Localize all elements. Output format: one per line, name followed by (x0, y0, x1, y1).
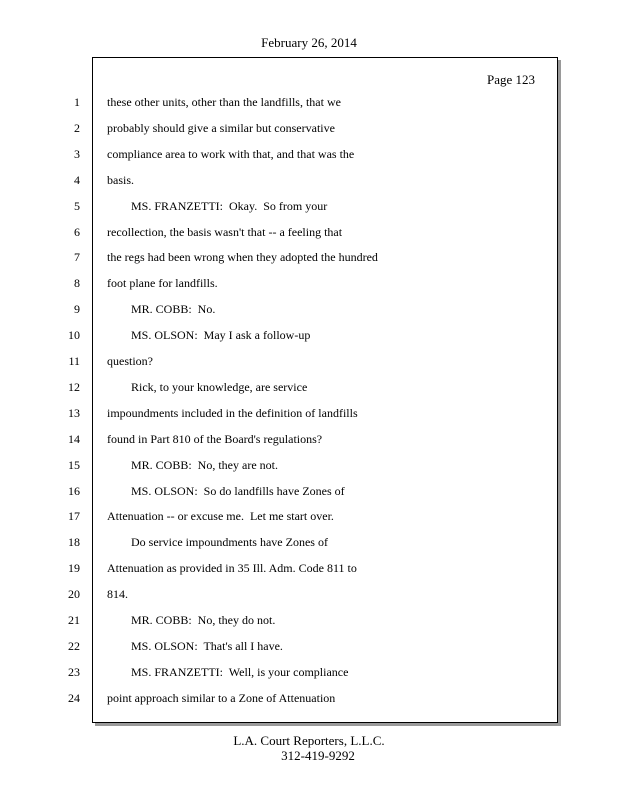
reporter-phone: 312-419-9292 (281, 748, 355, 763)
transcript-line: 814. (107, 587, 128, 601)
transcript-line: MS. OLSON: So do landfills have Zones of (107, 484, 345, 498)
transcript-line: Do service impoundments have Zones of (107, 535, 328, 549)
footer (0, 733, 618, 763)
line-number: 13 (68, 406, 80, 420)
line-number: 21 (68, 613, 80, 627)
line-number: 12 (68, 380, 80, 394)
transcript-line: impoundments included in the definition of landfills (107, 406, 358, 420)
line-number: 16 (68, 484, 80, 498)
line-number: 3 (74, 147, 80, 161)
transcript-line: MS. FRANZETTI: Well, is your compliance (107, 665, 349, 679)
transcript-line: question? (107, 354, 153, 368)
line-number: 24 (68, 691, 80, 705)
page-number: Page 123 (486, 72, 535, 87)
transcript-line: Rick, to your knowledge, are service (107, 380, 308, 394)
transcript-line: foot plane for landfills. (107, 276, 218, 290)
line-number: 23 (68, 665, 80, 679)
line-number: 19 (68, 561, 80, 575)
line-number: 14 (68, 432, 80, 446)
line-number: 5 (74, 199, 80, 213)
line-number: 10 (68, 328, 80, 342)
line-number: 2 (74, 121, 80, 135)
line-number: 4 (74, 173, 80, 187)
transcript-line: point approach similar to a Zone of Attenuation (107, 691, 336, 705)
transcript-line: basis. (107, 173, 134, 187)
transcript-line: MR. COBB: No, they are not. (107, 458, 278, 472)
transcript-line: probably should give a similar but conservative (107, 121, 335, 135)
transcript-line: MR. COBB: No. (107, 302, 216, 316)
transcript-line: MS. FRANZETTI: Okay. So from your (107, 199, 328, 213)
transcript-line: found in Part 810 of the Board's regulations? (107, 432, 323, 446)
transcript-line: compliance area to work with that, and that was the (107, 147, 355, 161)
line-number: 15 (68, 458, 80, 472)
transcript-line: Attenuation -- or excuse me. Let me start over. (107, 509, 334, 523)
transcript-line: Attenuation as provided in 35 Ill. Adm. Code 811 to (107, 561, 357, 575)
line-number: 18 (68, 535, 80, 549)
line-number: 22 (68, 639, 80, 653)
line-number: 1 (74, 95, 80, 109)
line-number: 6 (74, 225, 80, 239)
transcript-line: MR. COBB: No, they do not. (107, 613, 276, 627)
line-number: 7 (74, 250, 80, 264)
line-number: 20 (68, 587, 80, 601)
line-number: 8 (74, 276, 80, 290)
transcript-line: recollection, the basis wasn't that -- a feeling that (107, 225, 343, 239)
transcript-line: MS. OLSON: May I ask a follow-up (107, 328, 311, 342)
transcript-line: these other units, other than the landfills, that we (107, 95, 341, 109)
line-number: 11 (68, 354, 80, 368)
transcript-date: February 26, 2014 (261, 35, 357, 50)
line-number: 9 (74, 302, 80, 316)
line-number: 17 (68, 509, 80, 523)
transcript-line: the regs had been wrong when they adopted the hundred (107, 250, 378, 264)
reporter-company: L.A. Court Reporters, L.L.C. (233, 733, 385, 748)
transcript-line: MS. OLSON: That's all I have. (107, 639, 283, 653)
